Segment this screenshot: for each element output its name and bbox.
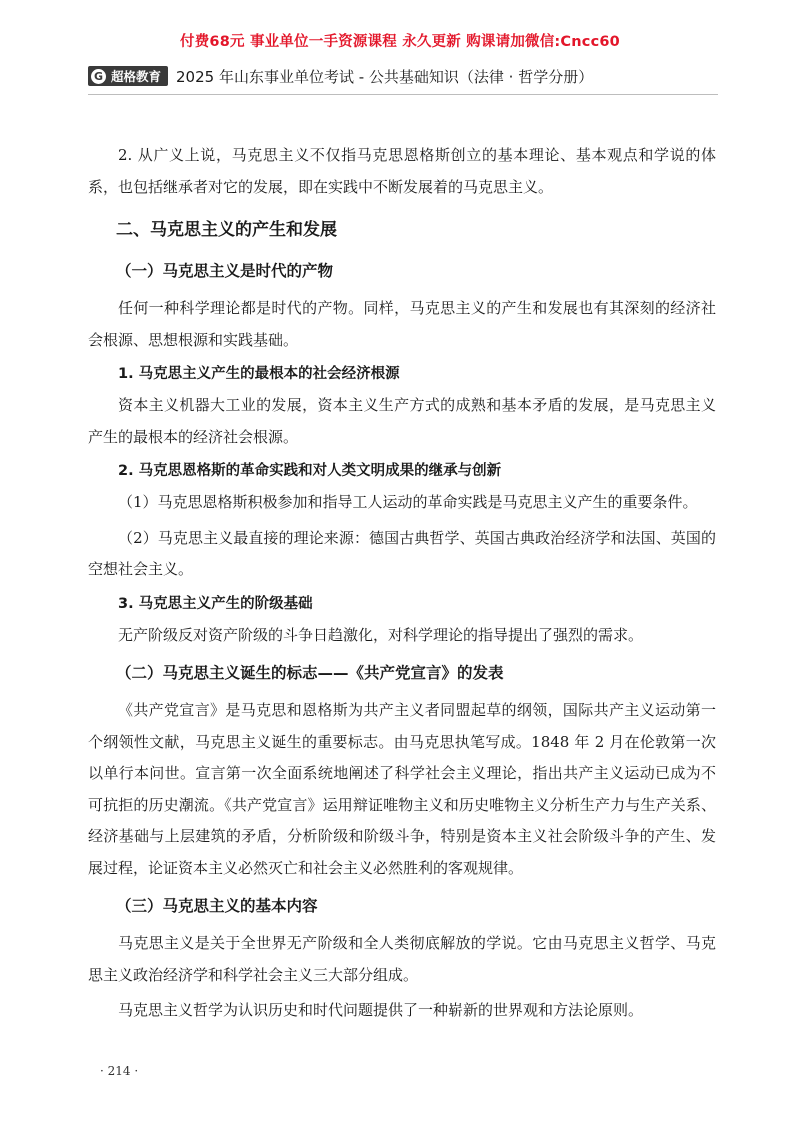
header-title: 2025 年山东事业单位考试 - 公共基础知识（法律 · 哲学分册） bbox=[176, 67, 594, 86]
paragraph: 2. 从广义上说，马克思主义不仅指马克思恩格斯创立的基本理论、基本观点和学说的体系，也包括继承者对它的发展，即在实践中不断发展着的马克思主义。 bbox=[88, 146, 716, 196]
point-heading: 1. 马克思主义产生的最根本的社会经济根源 bbox=[118, 366, 400, 382]
paragraph: 资本主义机器大工业的发展，资本主义生产方式的成熟和基本矛盾的发展，是马克思主义产生的最根本的经济社会根源。 bbox=[88, 396, 716, 446]
paragraph: 《共产党宣言》是马克思和恩格斯为共产主义者同盟起草的纲领，国际共产主义运动第一个纲领性文献，马克思主义诞生的重要标志。由马克思执笔写成。1848 年 2 月在伦敦第一次以单行本问世。宣言第一次全面系统地阐述了科学社会主义理论，指出共产主义运动已成为不可抗拒的历史潮流。《共产党宣言》运用辩证唯物主义和历史唯物主义分析生产力与生产关系、经济基础与上层建筑的矛盾，分析阶级和阶级斗争，特别是资本主义社会阶级斗争的产生、发展过程，论证资本主义必然灭亡和社会主义必然胜利的客观规律。 bbox=[88, 701, 716, 877]
page-number: · 214 · bbox=[100, 1064, 139, 1078]
paragraph: 无产阶级反对资产阶级的斗争日趋激化，对科学理论的指导提出了强烈的需求。 bbox=[118, 625, 644, 644]
page-header bbox=[88, 62, 718, 90]
logo-icon: G bbox=[91, 69, 106, 84]
paragraph: 马克思主义哲学为认识历史和时代问题提供了一种崭新的世界观和方法论原则。 bbox=[118, 1001, 644, 1019]
brand-logo bbox=[88, 66, 168, 86]
document-body bbox=[88, 140, 716, 1031]
point-heading: 3. 马克思主义产生的阶级基础 bbox=[118, 595, 313, 612]
subsection-heading: （二）马克思主义诞生的标志——《共产党宣言》的发表 bbox=[116, 664, 504, 682]
watermark-banner: 付费68元 事业单位一手资源课程 永久更新 购课请加微信:Cncc60 bbox=[180, 34, 620, 50]
paragraph: （1）马克思恩格斯积极参加和指导工人运动的革命实践是马克思主义产生的重要条件。 bbox=[118, 493, 698, 511]
point-heading: 2. 马克思恩格斯的革命实践和对人类文明成果的继承与创新 bbox=[118, 463, 502, 479]
paragraph: （2）马克思主义最直接的理论来源：德国古典哲学、英国古典政治经济学和法国、英国的空想社会主义。 bbox=[88, 528, 716, 578]
paragraph: 马克思主义是关于全世界无产阶级和全人类彻底解放的学说。它由马克思主义哲学、马克思主义政治经济学和科学社会主义三大部分组成。 bbox=[88, 934, 716, 984]
header-divider bbox=[88, 94, 718, 95]
paragraph: 任何一种科学理论都是时代的产物。同样，马克思主义的产生和发展也有其深刻的经济社会根源、思想根源和实践基础。 bbox=[88, 299, 716, 349]
logo-text: 超格教育 bbox=[111, 69, 162, 84]
subsection-heading: （三）马克思主义的基本内容 bbox=[116, 897, 318, 915]
subsection-heading: （一）马克思主义是时代的产物 bbox=[116, 262, 334, 280]
section-heading: 二、马克思主义的产生和发展 bbox=[116, 220, 337, 240]
